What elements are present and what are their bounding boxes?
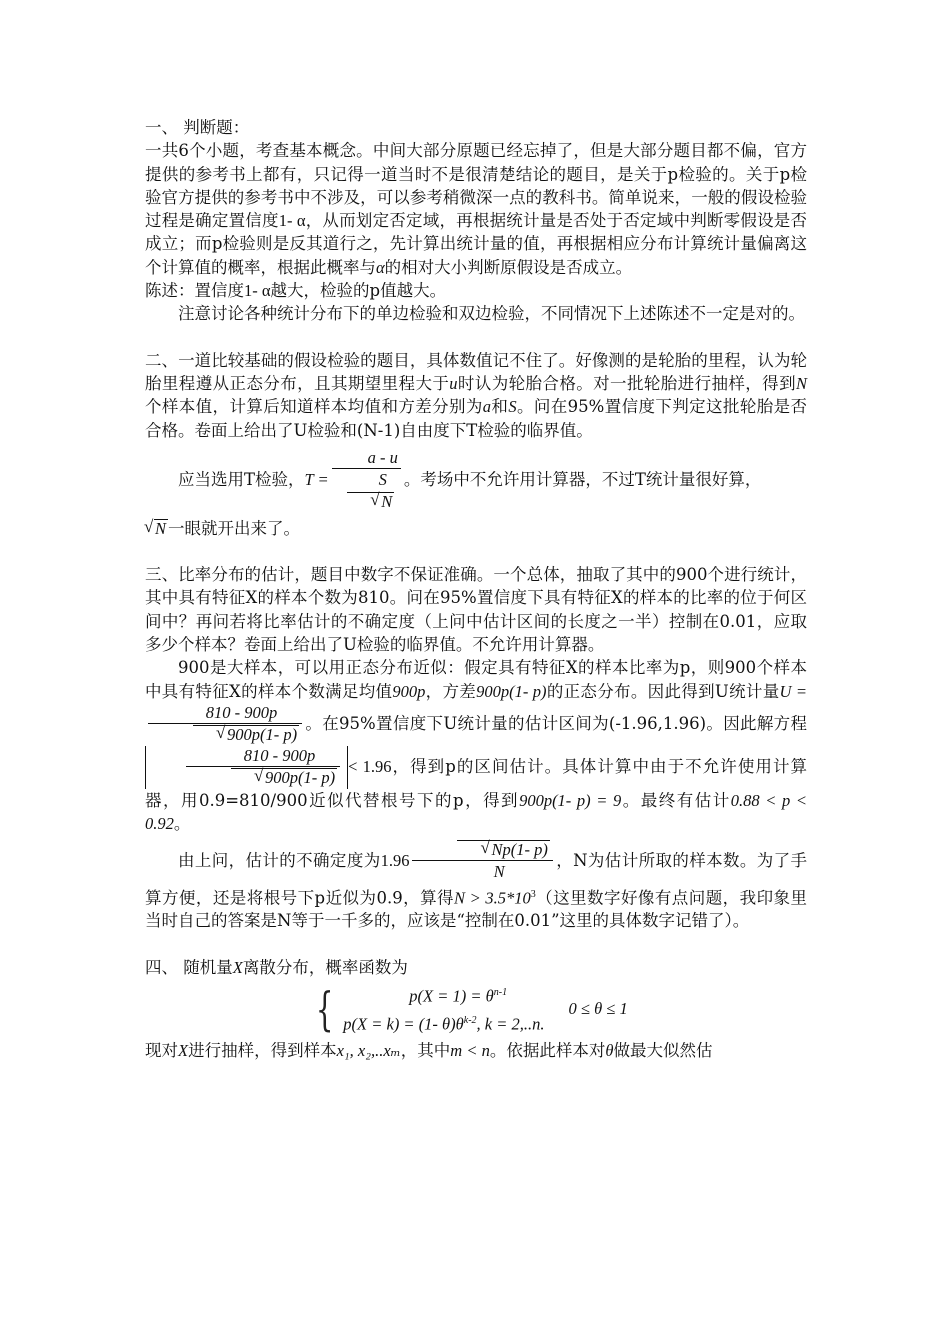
section3-uncertainty: 由上问，估计的不确定度为1.96 √ $\frac{Np(1- p)}{N}$ ，N为估计所取的样本数。为了手算方便，还是将根号下p近似为0.9，算得$N > 3.5*10^3$（这里数字好像有点问题，我印象里当时自己的答案是N等于一千多的，应该是“控制在0.01”这里的具体数字记错了）。: [145, 840, 807, 933]
document-body: [145, 116, 807, 1062]
uncertainty-fraction: √ $\frac{Np(1- p)}{N}$: [412, 840, 552, 883]
section3-question: 三、比率分布的估计，题目中数字不保证准确。一个总体，抽取了其中的900个进行统计，其中具有特征X的样本个数为810。问在95%置信度下具有特征X的样本的比率的位于何区间中？再问若将比率估计的不确定度（上问中估计区间的长度之一半）控制在0.01，应取多少个样本？卷面上给出了U检验的临界值。不允许用计算器。: [145, 565, 807, 655]
u-statistic-fraction: 810 - 900p √ 900p(1- p): [148, 703, 302, 746]
section4-title: 四、 随机量X离散分布，概率函数为: [145, 957, 408, 977]
t-statistic-fraction: a - u S √ N: [332, 448, 401, 513]
section4-last-line: 现对X进行抽样，得到样本x₁, x₂,..xₘ，其中m < n。依据此样本对θ做最大似然估: [145, 1040, 713, 1060]
section1-statement: 陈述：置信度1- α越大，检验的p值越大。: [145, 281, 447, 301]
section1-title: 一、 判断题：: [145, 118, 250, 137]
section2-answer-cont: √ N 一眼就开出来了。: [145, 517, 807, 540]
section2-paragraph: 二、一道比较基础的假设检验的题目，具体数值记不住了。好像测的是轮胎的里程，认为轮胎里程遵从正态分布，且其期望里程大于u时认为轮胎合格。对一批轮胎进行抽样，得到N个样本值，计算后知道样本均值和方差分别为a和S。问在95%置信度下判定这批轮胎是否合格。卷面上给出了U检验和(N-1)自由度下T检验的临界值。: [145, 350, 808, 440]
section2-answer: 应当选用T检验，T = a - u S √ N 。考场中不允许用计算器，不过T统计量很好算，: [145, 448, 807, 513]
section1-note: 注意讨论各种统计分布下的单边检验和双边检验，不同情况下上述陈述不一定是对的。: [178, 304, 805, 324]
abs-value-expression: 810 - 900p √ 900p(1- p): [145, 746, 348, 789]
probability-function-system: { $p(X = 1) = \theta^{n-1}$ p(X = k) = (1- $\theta)\theta^{k-2}$, k = 2,..n. 0 ≤ θ ≤ 1: [315, 981, 628, 1036]
section1-paragraph: 一共6个小题，考查基本概念。中间大部分原题已经忘掉了，但是大部分题目都不偏，官方提供的参考书上都有，只记得一道当时不是很清楚结论的题目，是关于p检验的。关于p检验官方提供的参考书中不涉及，可以参考稍微深一点的教科书。简单说来，一般的假设检验过程是确定置信度1- α，从而划定否定域，再根据统计量是否处于否定域中判断零假设是否成立；而p检验则是反其道行之，先计算出统计量的值，再根据相应分布计算统计量偏离这个计算值的概率，根据此概率与α的相对大小判断原假设是否成立。: [145, 141, 808, 277]
left-brace-icon: {: [315, 981, 334, 1036]
section3-solution: 900是大样本，可以用正态分布近似：假定具有特征X的样本比率为p，则900个样本中具有特征X的样本个数满足均值900p，方差900p(1- p)的正态分布。因此得到U统计量U = 810 - 900p √ 900p(1- p) 。在95%置信度下U统计量的估计区间为(-1.96,1.96)。因此解方程 810 - 900p √ 900p(1- p) < 1.96，得到p的区间估计。具体计算中由于不允许使用计算器，用0.9=810/900近似代替根号下的p，得到900p(1- p) = 9。最终有估计0.88 < p < 0.92。: [145, 656, 807, 835]
